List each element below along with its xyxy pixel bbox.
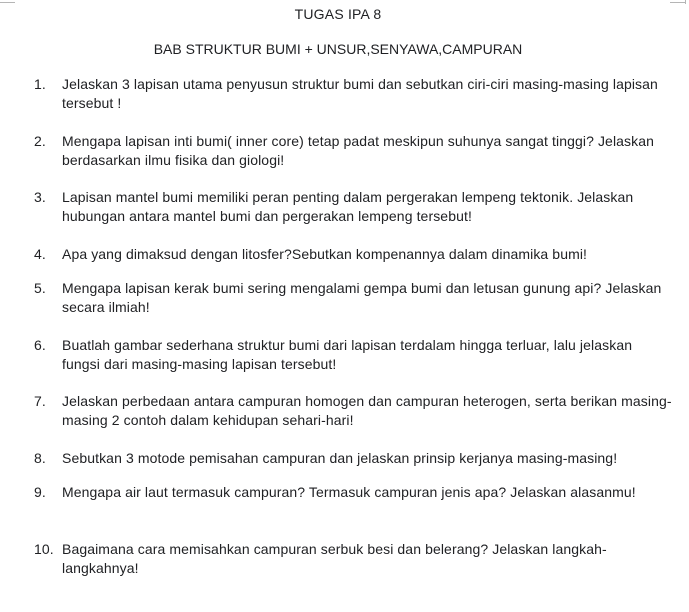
question-number: 9.	[34, 484, 46, 500]
page-corner-mark-left	[0, 2, 15, 3]
question-number: 1.	[34, 76, 46, 92]
question-item	[34, 392, 674, 449]
question-text: Mengapa lapisan inti bumi( inner core) tetap padat meskipun suhunya sangat tinggi? Jelaskan berdasarkan ilmu fisika dan giologi!	[62, 133, 655, 168]
document-subtitle: BAB STRUKTUR BUMI + UNSUR,SENYAWA,CAMPURAN	[153, 41, 523, 57]
question-text: Jelaskan 3 lapisan utama penyusun struktur bumi dan sebutkan ciri-ciri masing-masing lapisan tersebut !	[62, 76, 658, 111]
question-item	[34, 483, 674, 540]
question-number: 6.	[34, 337, 46, 353]
question-item	[34, 188, 674, 245]
question-text: Apa yang dimaksud dengan litosfer?Sebutkan kompenannya dalam dinamika bumi!	[62, 246, 588, 262]
question-text: Jelaskan perbedaan antara campuran homogen dan campuran heterogen, serta berikan masing-masing 2 contoh dalam kehidupan sehari-hari!	[62, 393, 672, 428]
question-text: Sebutkan 3 motode pemisahan campuran dan jelaskan prinsip kerjanya masing-masing!	[62, 450, 618, 466]
question-number: 8.	[34, 450, 46, 466]
question-number: 7.	[34, 393, 46, 409]
question-item	[34, 449, 674, 483]
question-item	[34, 336, 674, 392]
question-item	[34, 279, 674, 336]
question-text: Buatlah gambar sederhana struktur bumi dari lapisan terdalam hingga terluar, lalu jelaskan fungsi dari masing-masing lapisan tersebut!	[62, 337, 633, 372]
question-item	[34, 132, 674, 188]
question-text: Lapisan mantel bumi memiliki peran penting dalam pergerakan lempeng tektonik. Jelaskan hubungan antara mantel bumi dan pergerakan lempeng tersebut!	[62, 189, 634, 224]
question-item	[34, 75, 674, 132]
question-item	[34, 245, 674, 279]
question-list	[34, 75, 674, 580]
question-text: Mengapa lapisan kerak bumi sering mengalami gempa bumi dan letusan gunung api? Jelaskan secara ilmiah!	[62, 280, 662, 315]
document-title: TUGAS IPA 8	[294, 6, 382, 22]
question-number: 10.	[34, 541, 54, 557]
question-text: Mengapa air laut termasuk campuran? Termasuk campuran jenis apa? Jelaskan alasanmu!	[62, 484, 636, 500]
question-text: Bagaimana cara memisahkan campuran serbuk besi dan belerang? Jelaskan langkah-langkahnya!	[62, 541, 607, 576]
question-number: 4.	[34, 246, 46, 262]
question-number: 2.	[34, 133, 46, 149]
question-number: 5.	[34, 280, 46, 296]
question-number: 3.	[34, 189, 46, 205]
question-item	[34, 540, 674, 580]
page-corner-mark-right	[670, 2, 685, 3]
